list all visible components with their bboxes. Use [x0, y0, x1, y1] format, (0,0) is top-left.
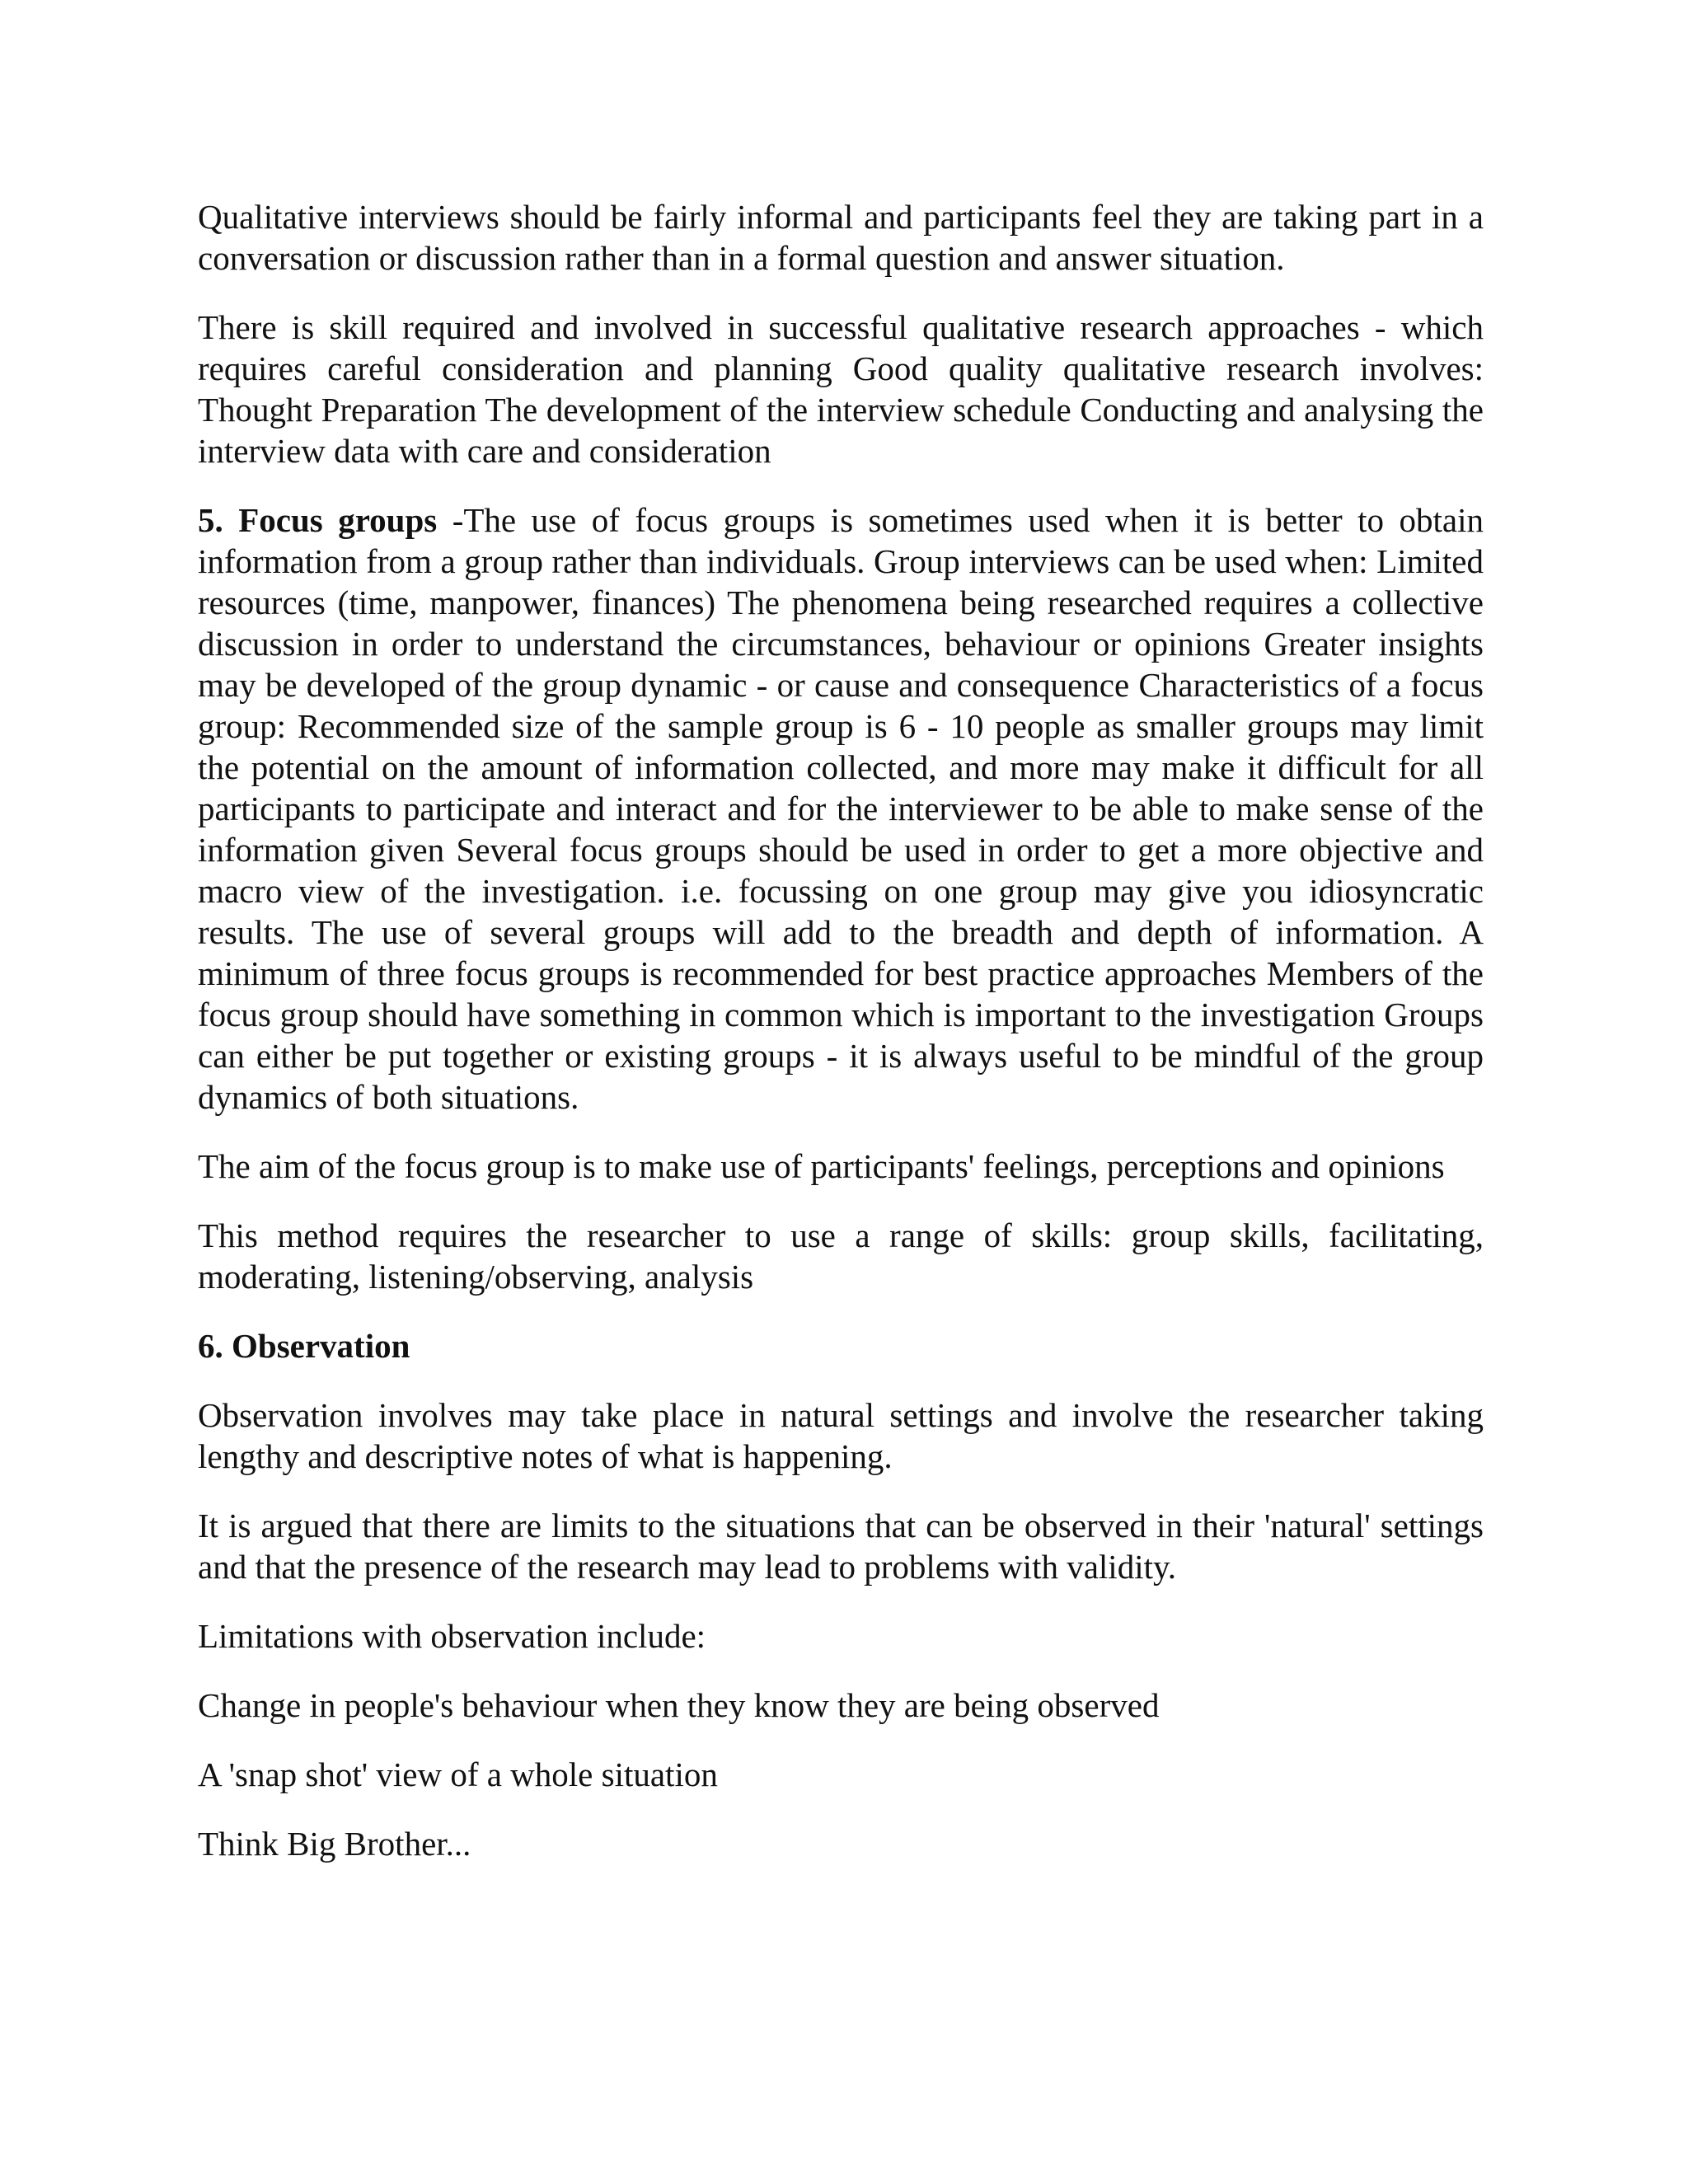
paragraph-big-brother: Think Big Brother...: [198, 1825, 471, 1863]
paragraph-behaviour-change: Change in people's behaviour when they know they are being observed: [198, 1686, 1160, 1724]
paragraph-focus-groups: [198, 499, 1484, 1118]
focus-groups-body: -The use of focus groups is sometimes used when it is better to obtain information from a group rather than individuals. Group interviews can be used when: Limited resources (time, manpower, finances) The phenomena being researched requires a collective discussion in order to understand the circumstances, behaviour or opinions Greater insights may be developed of the group dynamic - or cause and consequence Characteristics of a focus group: Recommended size of the sample group is 6 - 10 people as smaller groups may limit the potential on the amount of information collected, and more may make it difficult for all participants to participate and interact and for the interviewer to be able to make sense of the information given Several focus groups should be used in order to get a more objective and macro view of the investigation. i.e. focussing on one group may give you idiosyncratic results. The use of several groups will add to the breadth and depth of information. A minimum of three focus groups is recommended for best practice approaches Members of the focus group should have something in common which is important to the investigation Groups can either be put together or existing groups - it is always useful to be mindful of the group dynamics of both situations.: [198, 501, 1484, 1116]
observation-heading: 6. Observation: [198, 1327, 410, 1365]
paragraph-observation-settings: Observation involves may take place in natural settings and involve the researcher taking lengthy and descriptive notes of what is happening.: [198, 1396, 1484, 1475]
paragraph-informal-interviews: Qualitative interviews should be fairly informal and participants feel they are taking part in a conversation or discussion rather than in a formal question and answer situation.: [198, 198, 1484, 277]
focus-groups-heading: 5. Focus groups: [198, 501, 438, 539]
paragraph-snap-shot: A 'snap shot' view of a whole situation: [198, 1755, 718, 1793]
paragraph-focus-group-aim: The aim of the focus group is to make use of participants' feelings, perceptions and opinions: [198, 1147, 1445, 1185]
paragraph-skill-required: There is skill required and involved in successful qualitative research approaches - which requires careful consideration and planning Good quality qualitative research involves: Thought Preparation The development of the interview schedule Conducting and analysing the interview data with care and consideration: [198, 308, 1484, 470]
paragraph-observation-limits: It is argued that there are limits to the situations that can be observed in their 'natural' settings and that the presence of the research may lead to problems with validity.: [198, 1507, 1484, 1586]
document-page: [198, 196, 1484, 1892]
paragraph-method-skills: This method requires the researcher to use a range of skills: group skills, facilitating, moderating, listening/observing, analysis: [198, 1216, 1484, 1296]
paragraph-limitations-intro: Limitations with observation include:: [198, 1617, 706, 1655]
